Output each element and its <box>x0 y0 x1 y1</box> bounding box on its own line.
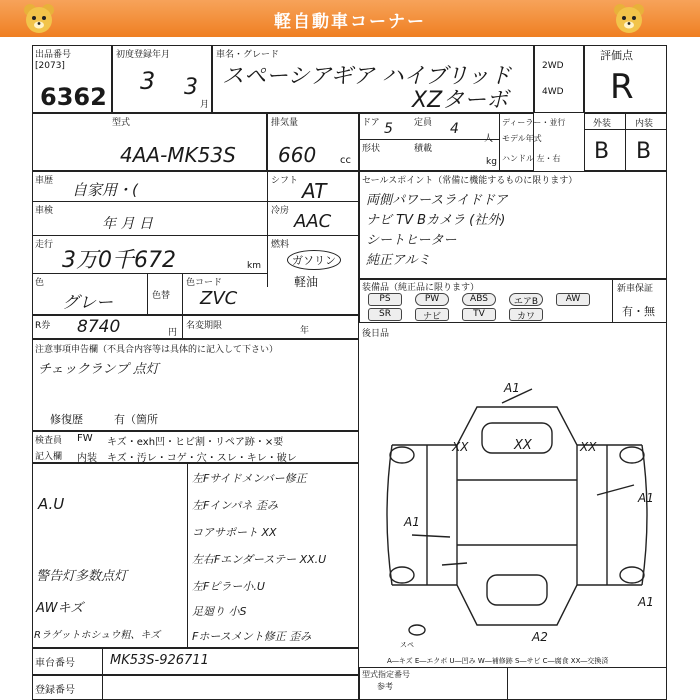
load-label: 積載 <box>414 144 433 154</box>
type-label: 型式 <box>112 118 131 128</box>
inspector-right-3: コアサポート XX <box>192 526 277 539</box>
color-code-value: ZVC <box>200 288 238 309</box>
model-label: 車名・グレード <box>216 50 280 60</box>
model-line1: スペーシアギア ハイブリッド <box>222 64 512 89</box>
drive-2wd: 2WD <box>542 61 564 71</box>
new-car-value: 有・無 <box>622 305 655 318</box>
shift-label: シフト <box>271 176 299 186</box>
inspector-right-2: 左Fインパネ 歪み <box>192 499 279 512</box>
color-change-label: 色替 <box>152 291 171 301</box>
diag-xx-center: XX <box>514 438 532 453</box>
history-label: 車歴 <box>35 176 54 186</box>
interior-label: 内装 <box>635 119 654 129</box>
exterior-label: 外装 <box>593 119 612 129</box>
displacement-label: 排気量 <box>271 118 299 128</box>
sales-point-1: 両側パワースライドドア <box>366 193 508 208</box>
recycle-value: 8740 <box>77 317 121 337</box>
drive-box <box>534 45 584 113</box>
equip-navi: ナビ <box>415 308 449 321</box>
fuel-label: 燃料 <box>271 240 290 250</box>
bear-mascot-icon <box>612 2 646 36</box>
inspector-right-4: 左右Fエンダーステー XX.U <box>192 553 327 566</box>
repair-label: 修復歴 <box>50 413 83 426</box>
diag-xx-left: XX <box>452 440 469 454</box>
lot-sub: [2073] <box>35 61 65 71</box>
score-label: 評価点 <box>600 49 633 62</box>
month-unit: 月 <box>200 100 210 110</box>
repair-value: 有（箇所 <box>114 413 158 426</box>
legend: A―キズ E―エクボ U―凹み W―補修跡 S―サビ C―腐食 XX―交換済 <box>387 657 609 665</box>
dealer-label: ディーラー・並行 <box>502 118 566 127</box>
interior-grade: B <box>636 139 652 164</box>
header-banner <box>0 0 700 37</box>
cert-label: 型式指定番号 <box>362 670 410 679</box>
diag-a1-bottom: A1 <box>638 595 654 609</box>
notes-label: 注意事項申告欄（不具合内容等は具体的に記入して下さい） <box>35 345 279 355</box>
inspector-right-5: 左Fピラー小.U <box>192 580 265 593</box>
plate-label: 車台番号 <box>35 658 75 669</box>
model-line2: XZターボ <box>412 88 509 113</box>
inspector-right-1: 左Fサイドメンバー修正 <box>192 472 307 485</box>
inspector-left-2: 警告灯多数点灯 <box>36 569 128 584</box>
cc-unit: cc <box>340 155 351 166</box>
equip-leather: カワ <box>509 308 543 321</box>
diag-a1-right: A1 <box>638 491 654 505</box>
exterior-grade: B <box>594 139 610 164</box>
check-row2-head: 内装 <box>77 453 97 464</box>
recycle-label: R券 <box>35 321 51 331</box>
mileage-label: 走行 <box>35 240 54 250</box>
inspector-right-6: 足廻り 小S <box>192 605 247 618</box>
diag-mirror: スペ <box>400 641 414 649</box>
km-unit: km <box>247 261 261 271</box>
person-unit: 人 <box>484 134 494 144</box>
shape-label: 形状 <box>362 144 381 154</box>
rear-label: 後日品 <box>362 329 390 339</box>
equip-abs: ABS <box>462 293 496 306</box>
inspector-left-3: AWキズ <box>36 601 84 616</box>
inspector-right-7: Fホースメント修正 歪み <box>192 630 312 643</box>
check-row2-body: キズ・汚レ・コゲ・穴・スレ・キレ・破レ <box>107 453 297 464</box>
name-change-label: 名変期限 <box>186 321 223 331</box>
fuel-diesel: 軽油 <box>294 275 319 289</box>
page-title: 軽自動車コーナー <box>274 12 426 32</box>
record-label: 記入欄 <box>35 452 63 462</box>
equip-airbag: エアB <box>509 293 543 306</box>
inspection-label: 車検 <box>35 206 54 216</box>
shift-value: AT <box>302 179 327 203</box>
notes-line-1: チェックランプ 点灯 <box>38 362 159 377</box>
check-row1-body: キズ・exh凹・ヒビ割・リペア跡・×要 <box>107 437 284 448</box>
mileage-value: 3万0千672 <box>62 248 176 273</box>
equip-pw: PW <box>415 293 449 306</box>
first-reg-year: 3 <box>140 67 156 95</box>
doors-label: ドア <box>362 118 380 128</box>
sales-point-4: 純正アルミ <box>366 253 431 268</box>
color-label: 色 <box>35 278 45 288</box>
fuel-gas: ガソリン <box>287 250 341 270</box>
diag-xx-right: XX <box>580 440 597 454</box>
capacity-value: 4 <box>450 121 459 137</box>
diag-a1-top: A1 <box>504 381 520 395</box>
lot-label: 出品番号 <box>35 50 72 60</box>
doors-value: 5 <box>384 121 393 137</box>
recycle-unit: 円 <box>168 328 178 338</box>
inspection-value: 年 月 日 <box>102 216 153 232</box>
check-row1-head: FW <box>77 433 93 444</box>
sales-points-label: セールスポイント（常備に機能するものに限ります） <box>362 176 578 186</box>
sales-point-2: ナビ TV Bカメラ (社外) <box>366 213 506 228</box>
sales-point-3: シートヒーター <box>366 233 457 248</box>
kg-unit: kg <box>486 157 497 167</box>
color-value: グレー <box>62 293 113 313</box>
equip-tv: TV <box>462 308 496 321</box>
equip-sr: SR <box>368 308 402 321</box>
inspector-left-1: A.U <box>38 495 65 513</box>
displacement-value: 660 <box>278 143 317 167</box>
drive-4wd: 4WD <box>542 87 564 97</box>
type-value: 4AA-MK53S <box>120 143 236 167</box>
equip-ps: PS <box>368 293 402 306</box>
model-year-label: モデル年式 <box>502 134 542 143</box>
plate-value: MK53S-926711 <box>110 653 209 668</box>
history-value: 自家用・( <box>72 181 138 199</box>
year-unit: 年 <box>300 326 310 336</box>
lot-number: 6362 <box>40 83 107 111</box>
first-reg-label: 初度登録年月 <box>116 50 171 60</box>
auction-sheet <box>32 45 667 700</box>
inspector-left-4: Rラゲットホシュウ粗、キズ <box>34 630 161 641</box>
reg-box <box>32 675 359 700</box>
color-code-label: 色コード <box>186 278 223 288</box>
ref-label: 参考 <box>377 682 393 691</box>
capacity-label: 定員 <box>414 118 433 128</box>
inspector-label: 検査員 <box>35 436 63 446</box>
ac-value: AAC <box>294 211 332 232</box>
new-car-label: 新車保証 <box>617 284 654 294</box>
equip-aw: AW <box>556 293 590 306</box>
reg-label: 登録番号 <box>35 685 75 696</box>
first-reg-month: 3 <box>184 75 198 100</box>
handle-label: ハンドル 左・右 <box>502 154 561 163</box>
diag-a2: A2 <box>532 630 548 644</box>
ac-label: 冷房 <box>271 206 290 216</box>
diag-a1-left: A1 <box>404 515 420 529</box>
equipment-label: 装備品（純正品に限ります） <box>362 283 480 293</box>
score-value: R <box>610 67 634 107</box>
